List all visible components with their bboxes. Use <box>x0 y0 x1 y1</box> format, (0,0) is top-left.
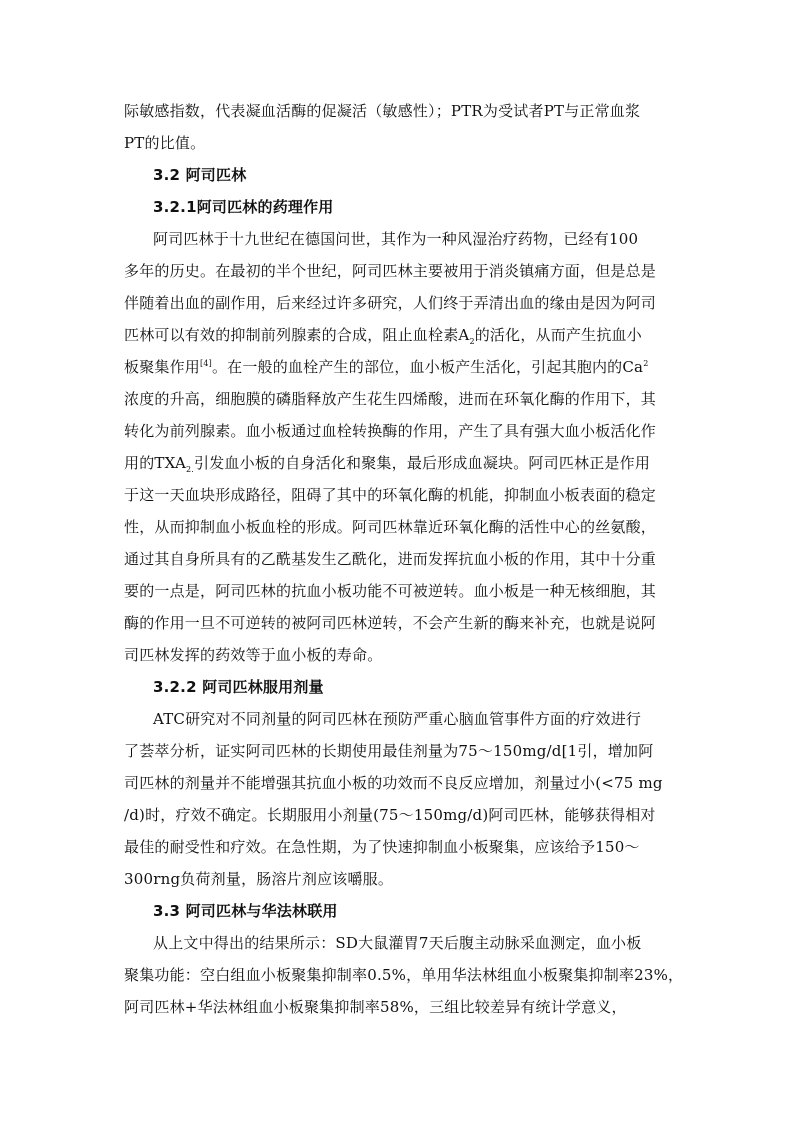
paragraph-line: 伴随着出血的副作用，后来经过许多研究，人们终于弄清出血的缘由是因为阿司 <box>124 294 657 312</box>
text-run: 。在一般的血栓产生的部位，血小板产生活化，引起其胞内的Ca <box>211 358 644 376</box>
paragraph-line: 性，从而抑制血小板血栓的形成。阿司匹林靠近环氧化酶的活性中心的丝氨酸， <box>124 518 657 536</box>
subscript: 2 <box>469 337 475 346</box>
paragraph-line: 浓度的升高，细胞膜的磷脂释放产生花生四烯酸，进而在环氧化酶的作用下，其 <box>124 390 657 408</box>
section-heading: 3.3 阿司匹林与华法林联用 <box>153 902 338 920</box>
paragraph-line: 阿司匹林+华法林组血小板聚集抑制率58%，三组比较差异有统计学意义， <box>124 998 627 1016</box>
paragraph-line: /d)时，疗效不确定。长期服用小剂量(75～150mg/d)阿司匹林，能够获得相对 <box>124 806 656 824</box>
paragraph-line: 从上文中得出的结果所示：SD大鼠灌胃7天后腹主动脉采血测定，血小板 <box>153 934 642 952</box>
text-run: 用的TXA <box>124 454 186 472</box>
section-heading: 3.2 阿司匹林 <box>153 166 247 184</box>
paragraph-line: 通过其自身所具有的乙酰基发生乙酰化，进而发挥抗血小板的作用，其中十分重 <box>124 550 657 568</box>
paragraph-line: ATC研究对不同剂量的阿司匹林在预防严重心脑血管事件方面的疗效进行 <box>153 710 642 728</box>
text-run: 引发血小板的自身活化和聚集，最后形成血凝块。阿司匹林正是作用 <box>194 454 651 472</box>
paragraph-line <box>124 453 650 473</box>
paragraph-line: 多年的历史。在最初的半个世纪，阿司匹林主要被用于消炎镇痛方面，但是总是 <box>124 262 657 280</box>
paragraph-line: 阿司匹林于十九世纪在德国问世，其作为一种风湿治疗药物，已经有100 <box>153 230 639 248</box>
subscript: 2. <box>185 465 195 474</box>
paragraph-line: 转化为前列腺素。血小板通过血栓转换酶的作用，产生了具有强大血小板活化作 <box>124 422 657 440</box>
paragraph-line: 司匹林发挥的药效等于血小板的寿命。 <box>124 646 383 664</box>
paragraph-line: 于这一天血块形成路径，阻碍了其中的环氧化酶的机能，抑制血小板表面的稳定 <box>124 486 657 504</box>
subsection-heading: 3.2.2 阿司匹林服用剂量 <box>153 678 324 696</box>
superscript: 2 <box>643 359 649 368</box>
paragraph-line: PT的比值。 <box>124 134 206 152</box>
paragraph-line: 际敏感指数，代表凝血活酶的促凝活（敏感性）；PTR为受试者PT与正常血浆 <box>124 102 641 120</box>
paragraph-line <box>124 357 648 377</box>
paragraph-line: 酶的作用一旦不可逆转的被阿司匹林逆转，不会产生新的酶来补充，也就是说阿 <box>124 614 657 632</box>
paragraph-line: 司匹林的剂量并不能增强其抗血小板的功效而不良反应增加，剂量过小(<75 mg <box>124 774 663 792</box>
text-run: 板聚集作用 <box>124 358 201 376</box>
paragraph-line: 聚集功能：空白组血小板聚集抑制率0.5%，单用华法林组血小板聚集抑制率23%， <box>124 966 684 984</box>
paragraph-line: 最佳的耐受性和疗效。在急性期，为了快速抑制血小板聚集，应该给予150～ <box>124 838 640 856</box>
citation: [4] <box>200 359 212 368</box>
paragraph-line: 300rng负荷剂量，肠溶片剂应该嚼服。 <box>124 870 394 888</box>
text-run: 的活化，从而产生抗血小 <box>474 326 642 344</box>
paragraph-line: 了荟萃分析，证实阿司匹林的长期使用最佳剂量为75～150mg/d[1引，增加阿 <box>124 742 654 760</box>
text-run: 匹林可以有效的抑制前列腺素的合成，阻止血栓素A <box>124 326 470 344</box>
paragraph-line <box>124 325 642 345</box>
subsection-heading: 3.2.1阿司匹林的药理作用 <box>153 198 334 216</box>
paragraph-line: 要的一点是，阿司匹林的抗血小板功能不可被逆转。血小板是一种无核细胞，其 <box>124 582 657 600</box>
